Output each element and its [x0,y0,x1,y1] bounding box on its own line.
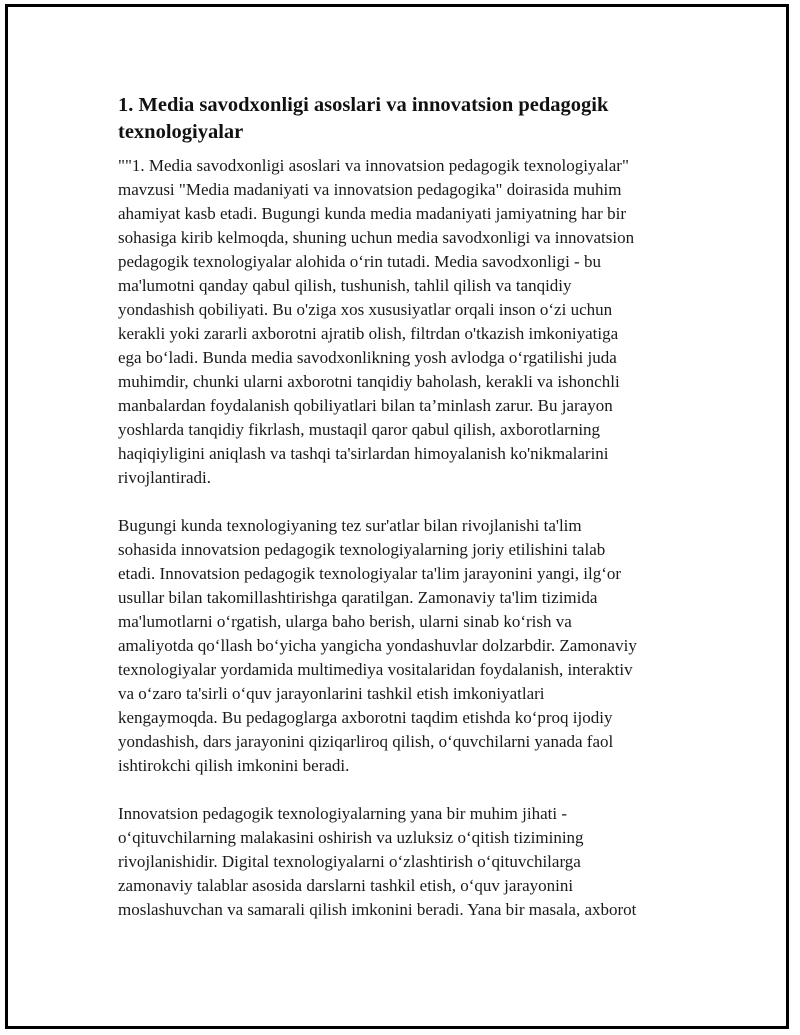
text-line: ishtirokchi qilish imkonini beradi. [118,756,350,775]
text-line: ma'lumotni qanday qabul qilish, tushunish, tahlil qilish va tanqidiy [118,276,572,295]
paragraph-2 [118,514,693,778]
text-line: sohasiga kirib kelmoqda, shuning uchun media savodxonligi va innovatsion [118,228,635,247]
text-line: ma'lumotlarni o‘rgatish, ularga baho berish, ularni sinab ko‘rish va [118,612,572,631]
text-line: rivojlanishidir. Digital texnologiyalarni o‘zlashtirish o‘qituvchilarga [118,852,581,871]
text-line: Innovatsion pedagogik texnologiyalarning yana bir muhim jihati - [118,804,567,823]
text-line: manbalardan foydalanish qobiliyatlari bilan ta’minlash zarur. Bu jarayon [118,396,613,415]
heading-line: texnologiyalar [118,121,244,143]
text-line: etadi. Innovatsion pedagogik texnologiyalar ta'lim jarayonini yangi, ilg‘or [118,564,622,583]
text-line: rivojlantiradi. [118,468,212,487]
text-line: ""1. Media savodxonligi asoslari va innovatsion pedagogik texnologiyalar" [118,156,629,175]
text-line: ahamiyat kasb etadi. Bugungi kunda media madaniyati jamiyatning har bir [118,204,626,223]
document-body [118,92,693,946]
text-line: yondashish qobiliyati. Bu o'ziga xos xususiyatlar orqali inson o‘zi uchun [118,300,613,319]
text-line: ega bo‘ladi. Bunda media savodxonlikning yosh avlodga o‘rgatilishi juda [118,348,617,367]
text-line: yoshlarda tanqidiy fikrlash, mustaqil qaror qabul qilish, axborotlarning [118,420,601,439]
text-line: va o‘zaro ta'sirli o‘quv jarayonlarini tashkil etish imkoniyatlari [118,684,545,703]
text-line: pedagogik texnologiyalar alohida o‘rin tutadi. Media savodxonligi - bu [118,252,601,271]
text-line: Bugungi kunda texnologiyaning tez sur'atlar bilan rivojlanishi ta'lim [118,516,582,535]
text-line: haqiqiyligini aniqlash va tashqi ta'sirlardan himoyalanish ko'nikmalarini [118,444,609,463]
text-line: usullar bilan takomillashtirishga qaratilgan. Zamonaviy ta'lim tizimida [118,588,598,607]
text-line: sohasida innovatsion pedagogik texnologiyalarning joriy etilishini talab [118,540,606,559]
text-line: zamonaviy talablar asosida darslarni tashkil etish, o‘quv jarayonini [118,876,574,895]
paragraph-3 [118,802,693,922]
text-line: yondashish, dars jarayonini qiziqarliroq qilish, o‘quvchilarni yanada faol [118,732,614,751]
text-line: kengaymoqda. Bu pedagoglarga axborotni taqdim etishda ko‘proq ijodiy [118,708,613,727]
text-line: moslashuvchan va samarali qilish imkonini beradi. Yana bir masala, axborot [118,900,637,919]
text-line: texnologiyalar yordamida multimediya vositalaridan foydalanish, interaktiv [118,660,633,679]
text-line: kerakli yoki zararli axborotni ajratib olish, filtrdan o'tkazish imkoniyatiga [118,324,619,343]
section-heading [118,92,693,146]
text-line: muhimdir, chunki ularni axborotni tanqidiy baholash, kerakli va ishonchli [118,372,620,391]
heading-line: 1. Media savodxonligi asoslari va innovatsion pedagogik [118,94,609,116]
text-line: mavzusi "Media madaniyati va innovatsion pedagogika" doirasida muhim [118,180,622,199]
text-line: o‘qituvchilarning malakasini oshirish va uzluksiz o‘qitish tizimining [118,828,584,847]
text-line: amaliyotda qo‘llash bo‘yicha yangicha yondashuvlar dolzarbdir. Zamonaviy [118,636,637,655]
paragraph-1 [118,154,693,490]
